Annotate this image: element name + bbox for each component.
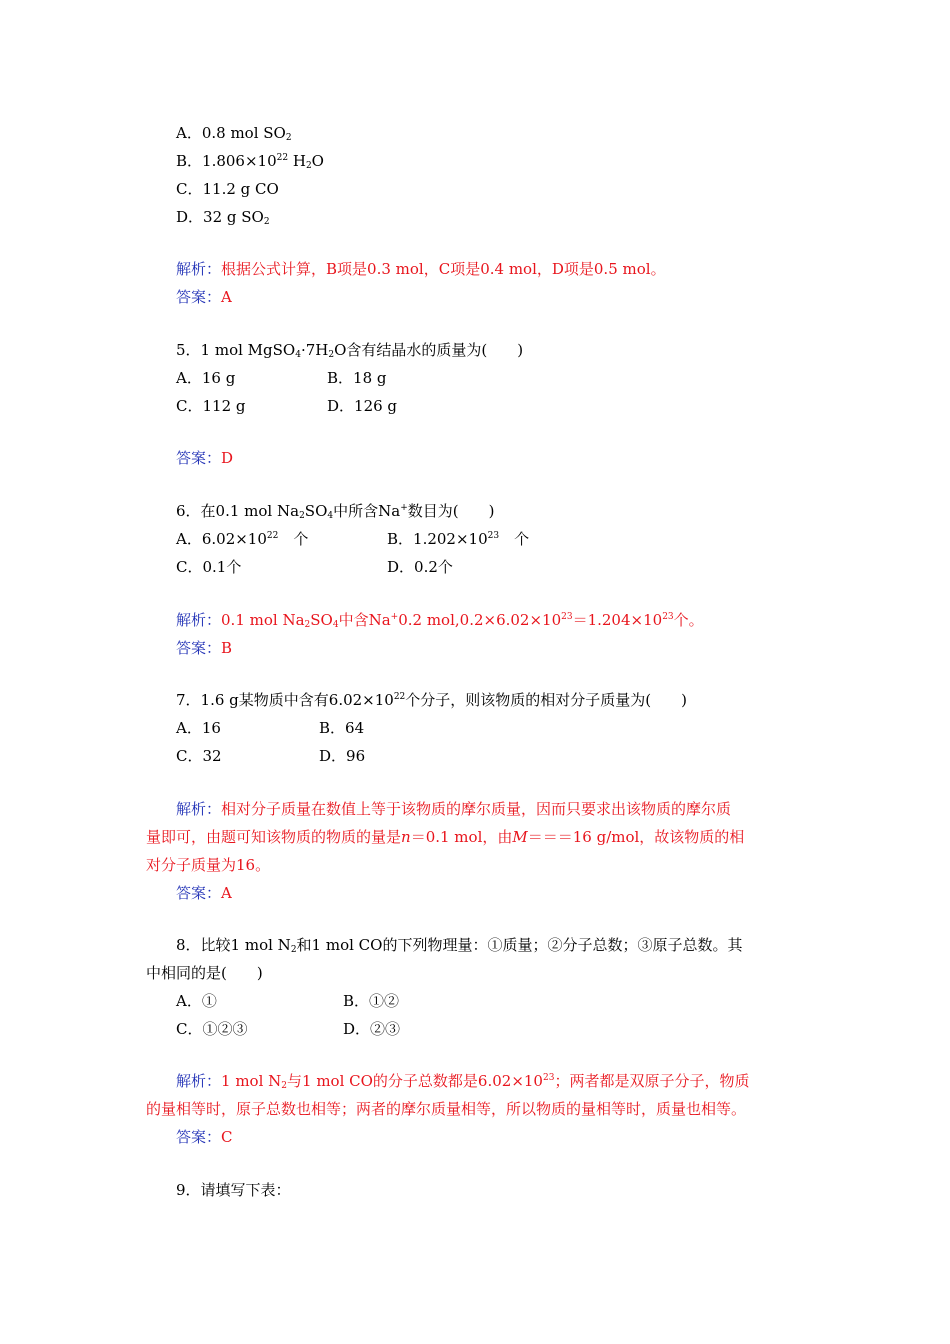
- analysis-text: 0.1 mol $Na_2SO_4$中含Na+0.2 $mol,0.2\times 6.02\times 10^{23}=1.204\times 10^{23}$个。: [221, 611, 704, 630]
- q8-stem-line-1: 8．比较1 mol $N_2$和1 mol CO的下列物理量：①质量；②分子总数；③原子总数。其: [176, 936, 743, 955]
- q5-option-b: B．18 g: [327, 369, 387, 387]
- answer-label: 答案：: [176, 884, 222, 902]
- q4-option-a: A．0.8 mol $SO_2$: [176, 124, 292, 143]
- q6-option-c: C．0.1个: [176, 558, 242, 576]
- q7-option-a: A．16: [176, 719, 221, 737]
- q7-option-d: D．96: [319, 747, 366, 765]
- analysis-text: 1 mol $N_2$与1 mol CO的分子总数都是$6.02\times 10^{23}$；两者都是双原子分子，物质: [221, 1072, 750, 1091]
- answer-label: 答案：: [176, 1128, 222, 1146]
- q7-analysis-line-2: 量即可，由题可知该物质的物质的量是n＝0.1 mol，由M＝＝＝16 g/mol，故该物质的相: [146, 828, 745, 846]
- q6-option-d: D．0.2个: [387, 558, 453, 576]
- analysis-label: 解析：: [176, 611, 222, 629]
- q8-stem-line-2: 中相同的是( ): [146, 964, 263, 982]
- q9-stem: 9．请填写下表：: [176, 1181, 291, 1199]
- q6-stem: 6．在0.1 mol $Na_2SO_4$中所含Na+数目为( ): [176, 502, 495, 521]
- q5-option-c: C．112 g: [176, 397, 246, 415]
- answer-label: 答案：: [176, 449, 222, 467]
- q5-option-d: D．126 g: [327, 397, 398, 415]
- q4-option-d: D．32 g $SO_2$: [176, 208, 270, 227]
- q7-analysis-line-3: 对分子质量为16。: [146, 856, 271, 874]
- analysis-label: 解析：: [176, 800, 222, 818]
- answer-value: A: [221, 288, 232, 306]
- q8-analysis-line-1: [176, 1071, 749, 1091]
- q4-answer: [176, 287, 232, 307]
- q6-option-b: B．$1.202\times 10^{23}$ 个: [387, 530, 530, 548]
- q8-option-d: D．②③: [343, 1020, 401, 1038]
- q8-option-a: A．①: [176, 992, 217, 1010]
- analysis-text: 根据公式计算，B项是0.3 mol，C项是0.4 mol，D项是0.5 mol。: [221, 260, 666, 278]
- q7-analysis-line-1: [176, 799, 731, 819]
- q7-option-b: B．64: [319, 719, 365, 737]
- q7-stem: 7．1.6 g某物质中含有$6.02\times 10^{22}$个分子，则该物质的相对分子质量为( ): [176, 691, 687, 709]
- q6-answer: [176, 638, 232, 658]
- q7-option-c: C．32: [176, 747, 222, 765]
- q8-analysis-line-2: 的量相等时，原子总数也相等；两者的摩尔质量相等，所以物质的量相等时，质量也相等。: [146, 1100, 747, 1118]
- q6-option-a: A．$6.02\times 10^{22}$ 个: [176, 530, 309, 548]
- q6-analysis: [176, 610, 704, 630]
- analysis-label: 解析：: [176, 260, 222, 278]
- q7-answer: [176, 883, 232, 903]
- analysis-label: 解析：: [176, 1072, 222, 1090]
- answer-value: D: [221, 449, 234, 467]
- answer-value: A: [221, 884, 232, 902]
- analysis-text: 相对分子质量在数值上等于该物质的摩尔质量，因而只要求出该物质的摩尔质: [221, 800, 732, 818]
- answer-value: B: [221, 639, 233, 657]
- answer-value: C: [221, 1128, 233, 1146]
- q4-option-c: C．11.2 g CO: [176, 180, 279, 198]
- q8-option-c: C．①②③: [176, 1020, 248, 1038]
- q5-stem: 5．1 mol $MgSO_4\cdot 7H_2O$含有结晶水的质量为( ): [176, 341, 524, 360]
- q8-answer: [176, 1127, 233, 1147]
- answer-label: 答案：: [176, 639, 222, 657]
- q4-option-b: B．$1.806\times 10^{22}$ $H_2O$: [176, 152, 324, 171]
- q5-answer: [176, 448, 233, 468]
- q8-option-b: B．①②: [343, 992, 400, 1010]
- answer-label: 答案：: [176, 288, 222, 306]
- q5-option-a: A．16 g: [176, 369, 236, 387]
- q4-analysis: [176, 259, 666, 279]
